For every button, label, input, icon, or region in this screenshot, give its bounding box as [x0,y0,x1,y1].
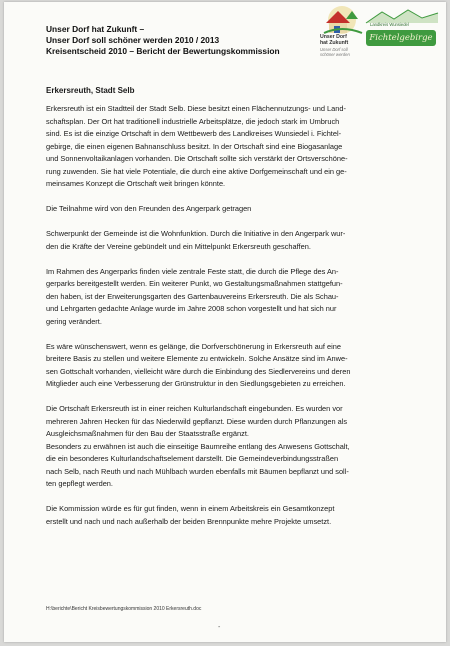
page-marker: - [218,624,221,631]
paragraph-line: meinsames Konzept die Ortschaft weit bringen könnte. [46,179,226,188]
paragraph-line: Die Teilnahme wird von den Freunden des Angerpark getragen [46,204,252,213]
paragraph-line: sen Gottschalt vorhanden, vielleicht wäre durch die Einbindung des Siedlervereins und deren [46,366,351,376]
house-logo-icon [320,5,364,35]
document-page [4,2,446,642]
header-line-3: Kreisentscheid 2010 – Bericht der Bewertungskommission [46,46,280,56]
paragraph-line: Erkersreuth ist ein Stadtteil der Stadt Selb. Diese besitzt einen Flächennutzungs- und Land- [46,104,346,113]
paragraph-line: schaftsplan. Der Ort hat traditionell industrielle Arbeitsplätze, die jedoch stark im Umbruch [46,116,340,126]
paragraph-line: Die Ortschaft Erkersreuth ist in einer reichen Kulturlandschaft eingebunden. Es wurden vor [46,404,343,413]
paragraph [46,228,400,253]
header-line-1: Unser Dorf hat Zukunft – [46,24,145,34]
paragraph [46,503,400,528]
paragraph-line: Besonders zu erwähnen ist auch die einseitige Baumreihe entlang des Anwesens Gottschalt, [46,441,350,451]
paragraph-line: gerparks bereitgestellt werden. Ein weiterer Punkt, wo Gestaltungsmaßnahmen stattgefun- [46,279,343,288]
document-header [46,24,316,57]
unser-dorf-logo [320,5,364,65]
paragraph [46,341,400,391]
paragraphs [46,103,400,528]
file-path-footer: H:\berichte\Bericht Kreisbewertungskommission 2010 Erkersreuth.doc [46,606,202,612]
paragraph-line: den die Kräfte der Vereine gebündelt und ein Mittelpunkt Erkersreuth geschaffen. [46,241,311,251]
section-title: Erkersreuth, Stadt Selb [46,86,135,95]
logo-small-text: Landkreis Wunsiedel [370,22,409,27]
paragraph-line: Mitglieder auch eine Verbesserung der Grünstruktur in den Siedlungsgebieten zu erreichen. [46,379,346,388]
paragraph-line: Die Kommission würde es für gut finden, wenn in einem Arbeitskreis ein Gesamtkonzept [46,504,335,513]
paragraph-line: erstellt und nach und nach außerhalb der beiden Brennpunkte mehre Projekte umsetzt. [46,516,332,526]
logo-title-2: hat Zukunft [320,39,349,46]
paragraph-line: ten gepflegt werden. [46,479,113,488]
paragraph [46,103,400,191]
paragraph [46,403,400,491]
paragraph-line: nach Selb, nach Reuth und nach Mühlbach wurden ebenfalls mit Bäumen bepflanzt und soll- [46,466,349,476]
logo-sub-2: schöner werden [320,51,350,57]
paragraph-line: Im Rahmen des Angerparks finden viele zentrale Feste statt, die durch die Pflege des An- [46,266,339,276]
report-body [46,86,400,541]
paragraph [46,266,400,329]
logo-wordmark: Fichtelgebirge [366,30,436,46]
paragraph-line: den haben, ist der Erweiterungsgarten des Gartenbauvereins Erkersreuth. Die als Schau- [46,291,339,301]
paragraph-line: und Lehrgarten gedachte Anlage wurde im Jahre 2008 schon vorgestellt und hat sich nur [46,304,337,313]
paragraph-line: mehreren Jahren Hecken für das Niederwild gepflanzt. Diese wurden durch Pflanzungen als [46,416,348,426]
logo-title-1: Unser Dorf [320,34,347,40]
fichtelgebirge-logo [364,8,440,56]
paragraph-line: die ein besonderes Kulturlandschaftselement darstellt. Die Gemeindeverbindungsstraßen [46,454,339,463]
paragraph-line: rung zuwenden. Sie hat viele Potentiale, die durch eine aktive Dorfgemeinschaft und ein ge- [46,166,347,176]
paragraph-line: und Sonnenvoltaikanlagen vorhanden. Die Ortschaft sollte sich verstärkt der Ortsverschöne- [46,154,348,163]
paragraph-line: sind. Es ist die einzige Ortschaft in dem Wettbewerb des Landkreises Wunsiedel i. Fichtel- [46,129,342,138]
paragraph-line: gering verändert. [46,316,102,326]
header-line-2: Unser Dorf soll schöner werden 2010 / 2013 [46,35,220,45]
paragraph-line: Ausgleichsmaßnahmen für den Bau der Staatsstraße ergänzt. [46,429,249,438]
paragraph-line: breitere Basis zu stellen und weitere Elemente zu entwickeln. Solche Ansätze sind im Anwe- [46,354,348,363]
paragraph-line: Schwerpunkt der Gemeinde ist die Wohnfunktion. Durch die Initiative in den Angerpark wur- [46,229,346,238]
logo-sub-1: Unser Dorf soll [320,46,348,52]
paragraph [46,203,400,216]
paragraph-line: Es wäre wünschenswert, wenn es gelänge, die Dorfverschönerung in Erkersreuth auf eine [46,341,341,351]
paragraph-line: gebirge, die einen eigenen Bahnanschluss besitzt. In der Ortschaft sind eine Biogasanlage [46,141,343,151]
